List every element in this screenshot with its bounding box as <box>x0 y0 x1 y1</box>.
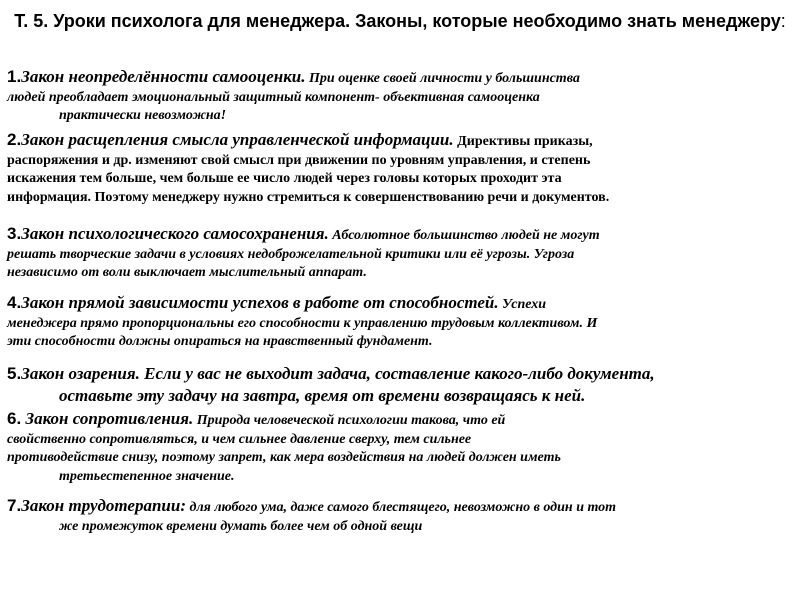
slide-title-main: Т. 5. Уроки психолога для менеджера. Законы, которые необходимо знать менеджеру <box>14 11 781 31</box>
law-description-line: менеджера прямо пропорциональны его способности к управлению трудовым коллективом. И <box>7 315 598 331</box>
law-description-indent: же промежуток времени думать более чем об одной вещи <box>59 518 423 534</box>
law-description-line: решать творческие задачи в условиях недоброжелательной критики или её угрозы. Угроза <box>7 246 575 262</box>
law-description-line: распоряжения и др. изменяют свой смысл при движении по уровням управления, и степень <box>7 152 591 168</box>
law-description-line: искажения тем больше, чем больше ее число людей через головы которых проходит эта <box>7 171 562 186</box>
law-name: Закон прямой зависимости успехов в работе от способностей. <box>21 293 499 312</box>
law-number: 7. <box>7 496 22 515</box>
law-number: 4. <box>7 293 22 312</box>
law-number: 2. <box>7 130 22 149</box>
law-description-indent: третьестепенное значение. <box>59 468 235 484</box>
slide-title-tail: : <box>780 11 786 31</box>
law-description-line: эти способности должны опираться на нравственный фундамент. <box>7 334 433 349</box>
slide-title <box>14 6 786 37</box>
law-description-indent: практически невозможна! <box>59 108 227 123</box>
law-number: 1. <box>7 67 22 86</box>
law-number: 6. <box>7 409 22 428</box>
law-description-line: Директивы приказы, <box>453 134 593 149</box>
law-description-indent: оставьте эту задачу на завтра, время от времени возвращаясь к ней. <box>59 386 586 405</box>
law-3 <box>7 225 793 283</box>
law-name: Закон трудотерапии: <box>21 496 186 515</box>
law-name: Закон расщепления смысла управленческой информации. <box>21 130 454 149</box>
law-description-line: людей преобладает эмоциональный защитный компонент- объективная самооценка <box>7 89 540 105</box>
law-description-line: свойственно сопротивляться, и чем сильнее давление сверху, тем сильнее <box>7 431 472 447</box>
law-5 <box>7 364 793 406</box>
law-name: Закон психологического самосохранения. <box>21 224 329 243</box>
law-1 <box>7 68 793 126</box>
law-2 <box>7 131 793 207</box>
law-number: 5. <box>7 364 22 383</box>
law-description-line: для любого ума, даже самого блестящего, невозможно в один и тот <box>186 500 617 515</box>
law-name: Закон неопределённости самооценки. <box>21 67 306 86</box>
law-name: Закон озарения. <box>21 364 140 383</box>
law-description-line: Абсолютное большинство людей не могут <box>328 228 600 243</box>
law-description-line: Если у вас не выходит задача, составление какого-либо документа, <box>139 364 655 383</box>
law-description-line: информация. Поэтому менеджеру нужно стремиться к совершенствованию речи и документов. <box>7 189 610 205</box>
law-7 <box>7 497 793 536</box>
law-name: Закон сопротивления. <box>21 409 194 428</box>
law-description-line: противодействие снизу, поэтому запрет, как мера воздействия на людей должен иметь <box>7 450 561 465</box>
law-description-line: Успехи <box>498 297 547 312</box>
law-6 <box>7 410 793 486</box>
law-description-line: независимо от воли выключает мыслительный аппарат. <box>7 265 367 280</box>
law-description-line: При оценке своей личности у большинства <box>305 71 580 86</box>
law-number: 3. <box>7 224 22 243</box>
law-description-line: Природа человеческой психологии такова, что ей <box>193 413 506 428</box>
law-4 <box>7 294 793 352</box>
